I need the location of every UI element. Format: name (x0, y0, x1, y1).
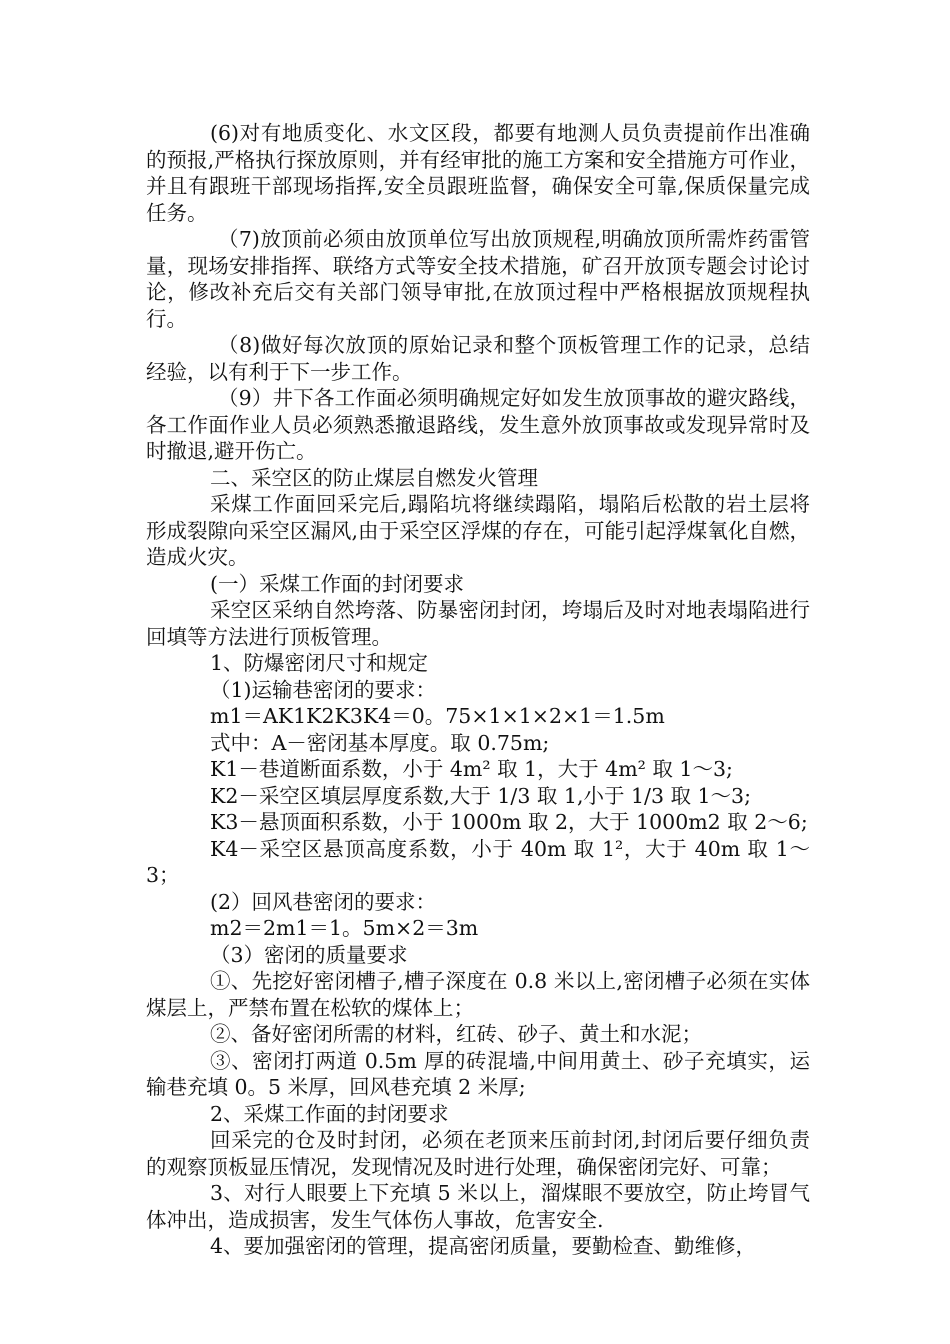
item-quality-requirements: （3）密闭的质量要求 (210, 942, 408, 967)
formula-definition-k4: K4－采空区悬顶高度系数，小于 40m 取 1²，大于 40m 取 1～3； (146, 836, 810, 887)
quality-item-3: ③、密闭打两道 0.5m 厚的砖混墙,中间用黄土、砂子充填实，运输巷充填 0。5 米厚，回风巷充填 2 米厚; (146, 1048, 810, 1099)
paragraph-goaf-description: 采煤工作面回采完后,蹋陷坑将继续蹋陷，塌陷后松散的岩土层将形成裂隙向采空区漏风,由于采空区浮煤的存在，可能引起浮煤氧化自燃，造成火灾。 (146, 492, 810, 569)
paragraph-item-9: （9）井下各工作面必须明确规定好如发生放顶事故的避灾路线，各工作面作业人员必须熟悉撤退路线，发生意外放顶事故或发现异常时及时撤退,避开伤亡。 (146, 386, 810, 463)
item-transport-lane: （1)运输巷密闭的要求： (210, 677, 437, 702)
quality-item-1: ①、先挖好密闭槽子,槽子深度在 0.8 米以上,密闭槽子必须在实体煤层上，严禁布置在松软的煤体上； (146, 969, 810, 1020)
list-heading-face-sealing: 2、采煤工作面的封闭要求 (210, 1101, 449, 1126)
document-body (146, 120, 810, 1260)
paragraph-sealing-method: 采空区采纳自然垮落、防暴密闭封闭，垮塌后及时对地表塌陷进行回填等方法进行顶板管理。 (146, 598, 810, 649)
formula-definition-k3: K3－悬顶面积系数，小于 1000m 取 2，大于 1000m2 取 2～6; (210, 810, 808, 834)
paragraph-item-8: （8)做好每次放顶的原始记录和整个顶板管理工作的记录，总结经验，以有利于下一步工作。 (146, 333, 810, 384)
formula-definition-k2: K2－采空区填层厚度系数,大于 1/3 取 1,小于 1/3 取 1～3; (210, 783, 752, 808)
formula-m2: m2＝2m1＝1。5m×2＝3m (210, 916, 479, 940)
quality-item-2: ②、备好密闭所需的材料，红砖、砂子、黄土和水泥； (210, 1022, 702, 1046)
section-heading-goaf-fire: 二、采空区的防止煤层自燃发火管理 (210, 465, 538, 490)
list-item-4: 4、要加强密闭的管理，提高密闭质量，要勤检查、勤维修， (210, 1234, 757, 1258)
paragraph-face-sealing: 回采完的仓及时封闭，必须在老顶来压前封闭,封闭后要仔细负责的观察顶板显压情况，发现情况及时进行处理，确保密闭完好、可靠； (146, 1128, 810, 1179)
formula-definition-a: 式中：A－密闭基本厚度。取 0.75m; (210, 730, 550, 755)
subsection-heading-sealing: (一）采煤工作面的封闭要求 (210, 571, 464, 596)
item-return-air-lane: (2）回风巷密闭的要求： (210, 889, 437, 914)
formula-definition-k1: K1－巷道断面系数，小于 4m² 取 1，大于 4m² 取 1～3; (210, 757, 733, 781)
paragraph-item-6: (6)对有地质变化、水文区段，都要有地测人员负责提前作出准确的预报,严格执行探放原则，并有经审批的施工方案和安全措施方可作业，并且有跟班干部现场指挥,安全员跟班监督，确保安全可靠,保质保量完成任务。 (146, 121, 810, 225)
list-heading-explosion-proof: 1、防爆密闭尺寸和规定 (210, 651, 429, 675)
formula-m1: m1＝AK1K2K3K4＝0。75×1×1×2×1＝1.5m (210, 704, 665, 728)
list-item-3: 3、对行人眼要上下充填 5 米以上，溜煤眼不要放空，防止垮冒气体冲出，造成损害，发生气体伤人事故，危害安全. (146, 1181, 810, 1232)
paragraph-item-7: （7)放顶前必须由放顶单位写出放顶规程,明确放顶所需炸药雷管量，现场安排指挥、联络方式等安全技术措施，矿召开放顶专题会讨论讨论，修改补充后交有关部门领导审批,在放顶过程中严格根据放顶规程执行。 (146, 227, 810, 331)
